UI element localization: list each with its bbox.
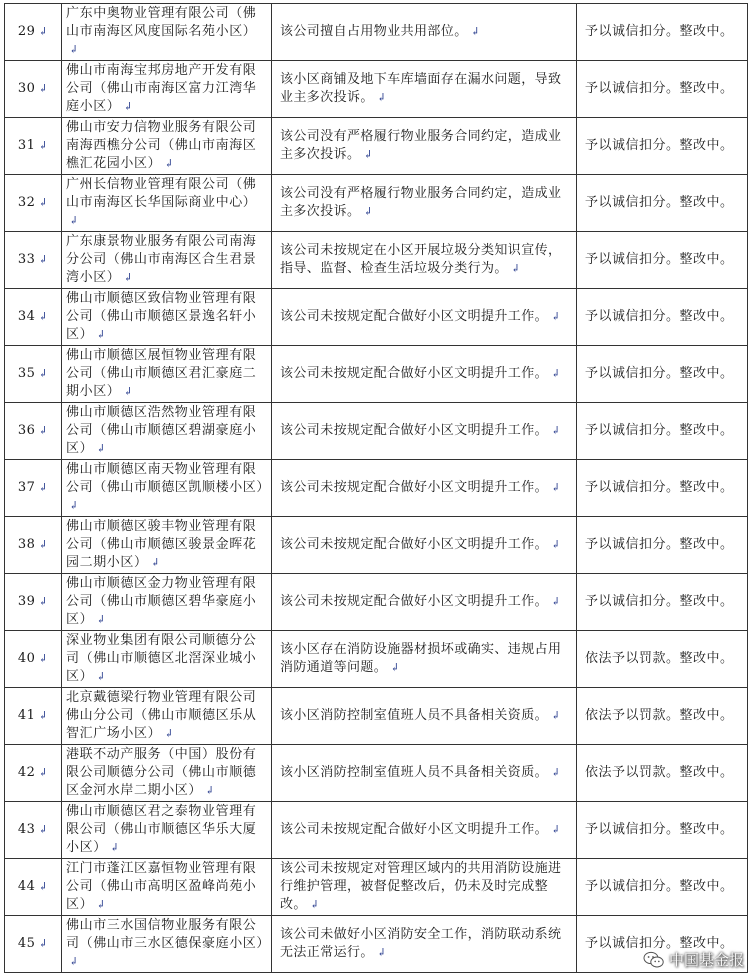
paragraph-mark-icon: ↲ (38, 937, 49, 950)
company-text: 佛山市顺德区骏丰物业管理有限公司（佛山市顺德区骏景金晖花园二期小区） (66, 519, 257, 570)
row-number-cell (5, 859, 62, 916)
table-row (5, 403, 748, 460)
paragraph-mark-icon: ↲ (376, 91, 387, 104)
result-cell (577, 118, 748, 175)
paragraph-mark-icon: ↲ (96, 442, 107, 455)
company-text: 港联不动产服务（中国）股份有限公司顺德分公司（佛山市顺德区金河水岸二期小区） (66, 747, 257, 798)
company-text: 广东康景物业服务有限公司南海分公司（佛山市南海区合生君景湾小区） (66, 234, 257, 285)
company-cell (62, 574, 272, 631)
result-cell (577, 232, 748, 289)
paragraph-mark-icon: ↲ (38, 196, 49, 209)
row-number-text: 35 (17, 366, 36, 381)
row-number-cell (5, 403, 62, 460)
table-row (5, 631, 748, 688)
result-cell (577, 688, 748, 745)
paragraph-mark-icon: ↲ (551, 538, 561, 551)
result-cell (577, 517, 748, 574)
issue-cell (272, 289, 577, 346)
company-text: 佛山市安力信物业服务有限公司南海西樵分公司（佛山市南海区樵汇花园小区） (66, 120, 257, 171)
paragraph-mark-icon: ↲ (205, 784, 215, 797)
paragraph-mark-icon: ↲ (551, 595, 561, 608)
company-text: 佛山市顺德区致信物业管理有限公司（佛山市顺德区景逸名轩小区） (66, 291, 257, 342)
paragraph-mark-icon: ↲ (38, 367, 49, 380)
paragraph-mark-icon: ↲ (551, 481, 561, 494)
result-cell (577, 4, 748, 61)
issue-text: 该公司未按规定配合做好小区文明提升工作。 (280, 594, 549, 609)
row-number-text: 42 (17, 765, 36, 780)
result-text: 予以诚信扣分。整改中。 (585, 537, 734, 552)
company-cell (62, 289, 272, 346)
paragraph-mark-icon: ↲ (38, 310, 49, 323)
row-number-cell (5, 346, 62, 403)
company-cell (62, 346, 272, 403)
paragraph-mark-icon: ↲ (38, 481, 49, 494)
company-text: 广东中奥物业管理有限公司（佛山市南海区风度国际名苑小区） (66, 6, 257, 39)
company-cell (62, 118, 272, 175)
paragraph-mark-icon: ↲ (164, 157, 175, 170)
result-text: 予以诚信扣分。整改中。 (585, 24, 734, 39)
paragraph-mark-icon: ↲ (551, 823, 561, 836)
result-cell (577, 403, 748, 460)
result-text: 予以诚信扣分。整改中。 (585, 195, 734, 210)
result-cell (577, 61, 748, 118)
paragraph-mark-icon: ↲ (551, 424, 561, 437)
result-text: 予以诚信扣分。整改中。 (585, 366, 734, 381)
row-number-text: 32 (17, 195, 36, 210)
issue-cell (272, 346, 577, 403)
row-number-text: 45 (17, 936, 36, 951)
issue-cell (272, 460, 577, 517)
issue-cell (272, 403, 577, 460)
table-row (5, 859, 748, 916)
table-row (5, 517, 748, 574)
result-text: 依法予以罚款。整改中。 (585, 651, 734, 666)
row-number-text: 30 (17, 81, 36, 96)
company-cell (62, 802, 272, 859)
result-text: 予以诚信扣分。整改中。 (585, 936, 734, 951)
company-cell (62, 859, 272, 916)
paragraph-mark-icon: ↲ (309, 898, 320, 911)
issue-text: 该公司擅自占用物业共用部位。 (280, 24, 468, 39)
company-text: 江门市蓬江区嘉恒物业管理有限公司（佛山市高明区盈峰尚苑小区） (66, 861, 257, 912)
watermark (643, 949, 744, 970)
issue-text: 该公司未按规定配合做好小区文明提升工作。 (280, 423, 549, 438)
row-number-cell (5, 4, 62, 61)
records-table (4, 3, 748, 973)
issue-cell (272, 4, 577, 61)
issue-cell (272, 688, 577, 745)
result-text: 予以诚信扣分。整改中。 (585, 423, 734, 438)
company-text: 佛山市顺德区金力物业管理有限公司（佛山市顺德区碧华豪庭小区） (66, 576, 257, 627)
company-text: 佛山市顺德区南天物业管理有限公司（佛山市顺德区凯顺楼小区） (66, 462, 271, 495)
company-cell (62, 175, 272, 232)
row-number-text: 31 (17, 138, 36, 153)
issue-text: 该公司未按规定配合做好小区文明提升工作。 (280, 822, 549, 837)
result-cell (577, 859, 748, 916)
company-cell (62, 232, 272, 289)
paragraph-mark-icon: ↲ (123, 271, 134, 284)
row-number-text: 43 (17, 822, 36, 837)
paragraph-mark-icon: ↲ (551, 310, 561, 323)
table-row (5, 916, 748, 973)
paragraph-mark-icon: ↲ (69, 499, 79, 512)
paragraph-mark-icon: ↲ (38, 880, 49, 893)
result-text: 予以诚信扣分。整改中。 (585, 138, 734, 153)
result-cell (577, 346, 748, 403)
issue-text: 该公司未按规定配合做好小区文明提升工作。 (280, 366, 549, 381)
result-text: 予以诚信扣分。整改中。 (585, 480, 734, 495)
company-text: 佛山市顺德区君之泰物业管理有限公司（佛山市顺德区华乐大厦小区） (66, 804, 257, 855)
paragraph-mark-icon: ↲ (69, 214, 79, 227)
row-number-cell (5, 232, 62, 289)
paragraph-mark-icon: ↲ (38, 595, 49, 608)
issue-cell (272, 175, 577, 232)
issue-text: 该公司未做好小区消防安全工作，消防联动系统无法正常运行。 (280, 927, 562, 960)
paragraph-mark-icon: ↲ (123, 100, 134, 113)
row-number-cell (5, 517, 62, 574)
row-number-text: 29 (17, 24, 36, 39)
row-number-cell (5, 289, 62, 346)
issue-cell (272, 61, 577, 118)
paragraph-mark-icon: ↲ (38, 25, 49, 38)
paragraph-mark-icon: ↲ (109, 841, 120, 854)
company-text: 北京戴德梁行物业管理有限公司佛山分公司（佛山市顺德区乐从智汇广场小区） (66, 690, 257, 741)
result-text: 予以诚信扣分。整改中。 (585, 81, 734, 96)
company-cell (62, 61, 272, 118)
paragraph-mark-icon: ↲ (96, 670, 107, 683)
company-cell (62, 517, 272, 574)
paragraph-mark-icon: ↲ (38, 823, 49, 836)
issue-text: 该公司未按规定配合做好小区文明提升工作。 (280, 537, 549, 552)
company-cell (62, 916, 272, 973)
watermark-text: 中国基金报 (668, 951, 744, 969)
company-cell (62, 688, 272, 745)
result-text: 依法予以罚款。整改中。 (585, 765, 734, 780)
company-cell (62, 460, 272, 517)
issue-text: 该小区消防控制室值班人员不具备相关资质。 (280, 708, 549, 723)
result-cell (577, 289, 748, 346)
issue-cell (272, 859, 577, 916)
paragraph-mark-icon: ↲ (38, 709, 49, 722)
table-row (5, 118, 748, 175)
result-cell (577, 745, 748, 802)
company-cell (62, 403, 272, 460)
issue-text: 该公司未按规定在小区开展垃圾分类知识宣传，指导、监督、检查生活垃圾分类行为。 (280, 243, 562, 276)
company-text: 佛山市南海宝邦房地产开发有限公司（佛山市南海区富力江湾华庭小区） (66, 63, 257, 114)
row-number-text: 44 (17, 879, 36, 894)
row-number-cell (5, 631, 62, 688)
result-cell (577, 631, 748, 688)
paragraph-mark-icon: ↲ (38, 652, 49, 665)
row-number-cell (5, 916, 62, 973)
paragraph-mark-icon: ↲ (38, 82, 49, 95)
table-row (5, 175, 748, 232)
company-cell (62, 631, 272, 688)
row-number-text: 36 (17, 423, 36, 438)
records-body (5, 4, 748, 973)
issue-cell (272, 631, 577, 688)
table-row (5, 232, 748, 289)
result-cell (577, 460, 748, 517)
table-row (5, 574, 748, 631)
issue-cell (272, 517, 577, 574)
result-cell (577, 802, 748, 859)
paragraph-mark-icon: ↲ (150, 556, 161, 569)
result-text: 予以诚信扣分。整改中。 (585, 309, 734, 324)
row-number-text: 41 (17, 708, 36, 723)
row-number-text: 39 (17, 594, 36, 609)
paragraph-mark-icon: ↲ (96, 328, 107, 341)
row-number-text: 38 (17, 537, 36, 552)
paragraph-mark-icon: ↲ (363, 148, 374, 161)
issue-cell (272, 745, 577, 802)
row-number-text: 33 (17, 252, 36, 267)
result-text: 予以诚信扣分。整改中。 (585, 879, 734, 894)
issue-cell (272, 802, 577, 859)
paragraph-mark-icon: ↲ (96, 898, 107, 911)
row-number-cell (5, 175, 62, 232)
row-number-cell (5, 574, 62, 631)
issue-text: 该公司未按规定配合做好小区文明提升工作。 (280, 480, 549, 495)
row-number-cell (5, 460, 62, 517)
company-text: 佛山市三水国信物业服务有限公司（佛山市三水区德保豪庭小区） (66, 918, 271, 951)
company-text: 佛山市顺德区展恒物业管理有限公司（佛山市顺德区君汇豪庭二期小区） (66, 348, 257, 399)
paragraph-mark-icon: ↲ (470, 25, 481, 38)
row-number-cell (5, 118, 62, 175)
company-cell (62, 4, 272, 61)
issue-text: 该公司未按规定配合做好小区文明提升工作。 (280, 309, 549, 324)
result-text: 予以诚信扣分。整改中。 (585, 822, 734, 837)
paragraph-mark-icon: ↲ (164, 727, 175, 740)
paragraph-mark-icon: ↲ (390, 661, 400, 674)
issue-text: 该公司没有严格履行物业服务合同约定，造成业主多次投诉。 (280, 129, 562, 162)
company-text: 佛山市顺德区浩然物业管理有限公司（佛山市顺德区碧湖豪庭小区） (66, 405, 257, 456)
result-text: 予以诚信扣分。整改中。 (585, 252, 734, 267)
table-row (5, 688, 748, 745)
paragraph-mark-icon: ↲ (38, 139, 49, 152)
paragraph-mark-icon: ↲ (96, 613, 107, 626)
table-row (5, 460, 748, 517)
paragraph-mark-icon: ↲ (376, 946, 387, 959)
issue-cell (272, 574, 577, 631)
result-cell (577, 175, 748, 232)
row-number-text: 40 (17, 651, 36, 666)
wechat-icon (643, 951, 665, 969)
table-row (5, 745, 748, 802)
issue-text: 该公司未按规定对管理区域内的共用消防设施进行维护管理，被督促整改后，仍未及时完成整改。 (280, 861, 562, 912)
paragraph-mark-icon: ↲ (38, 766, 49, 779)
paragraph-mark-icon: ↲ (551, 766, 561, 779)
issue-cell (272, 916, 577, 973)
paragraph-mark-icon: ↲ (363, 205, 374, 218)
company-text: 深业物业集团有限公司顺德分公司（佛山市顺德区北滘深业城小区） (66, 633, 257, 684)
paragraph-mark-icon: ↲ (551, 709, 561, 722)
issue-text: 该公司没有严格履行物业服务合同约定，造成业主多次投诉。 (280, 186, 562, 219)
result-text: 予以诚信扣分。整改中。 (585, 594, 734, 609)
paragraph-mark-icon: ↲ (510, 262, 521, 275)
company-cell (62, 745, 272, 802)
row-number-text: 34 (17, 309, 36, 324)
paragraph-mark-icon: ↲ (69, 43, 79, 56)
issue-cell (272, 232, 577, 289)
row-number-text: 37 (17, 480, 36, 495)
paragraph-mark-icon: ↲ (38, 253, 49, 266)
table-row (5, 61, 748, 118)
table-row (5, 4, 748, 61)
paragraph-mark-icon: ↲ (551, 367, 561, 380)
result-text: 依法予以罚款。整改中。 (585, 708, 734, 723)
paragraph-mark-icon: ↲ (38, 538, 49, 551)
issue-text: 该小区商铺及地下车库墙面存在漏水问题，导致业主多次投诉。 (280, 72, 562, 105)
table-row (5, 289, 748, 346)
company-text: 广州长信物业管理有限公司（佛山市南海区长华国际商业中心） (66, 177, 257, 210)
issue-cell (272, 118, 577, 175)
row-number-cell (5, 745, 62, 802)
paragraph-mark-icon: ↲ (123, 385, 134, 398)
row-number-cell (5, 688, 62, 745)
result-cell (577, 574, 748, 631)
paragraph-mark-icon: ↲ (69, 955, 79, 968)
row-number-cell (5, 802, 62, 859)
table-row (5, 346, 748, 403)
issue-text: 该小区存在消防设施器材损坏或确实、违规占用消防通道等问题。 (280, 642, 562, 675)
paragraph-mark-icon: ↲ (38, 424, 49, 437)
row-number-cell (5, 61, 62, 118)
table-row (5, 802, 748, 859)
issue-text: 该小区消防控制室值班人员不具备相关资质。 (280, 765, 549, 780)
